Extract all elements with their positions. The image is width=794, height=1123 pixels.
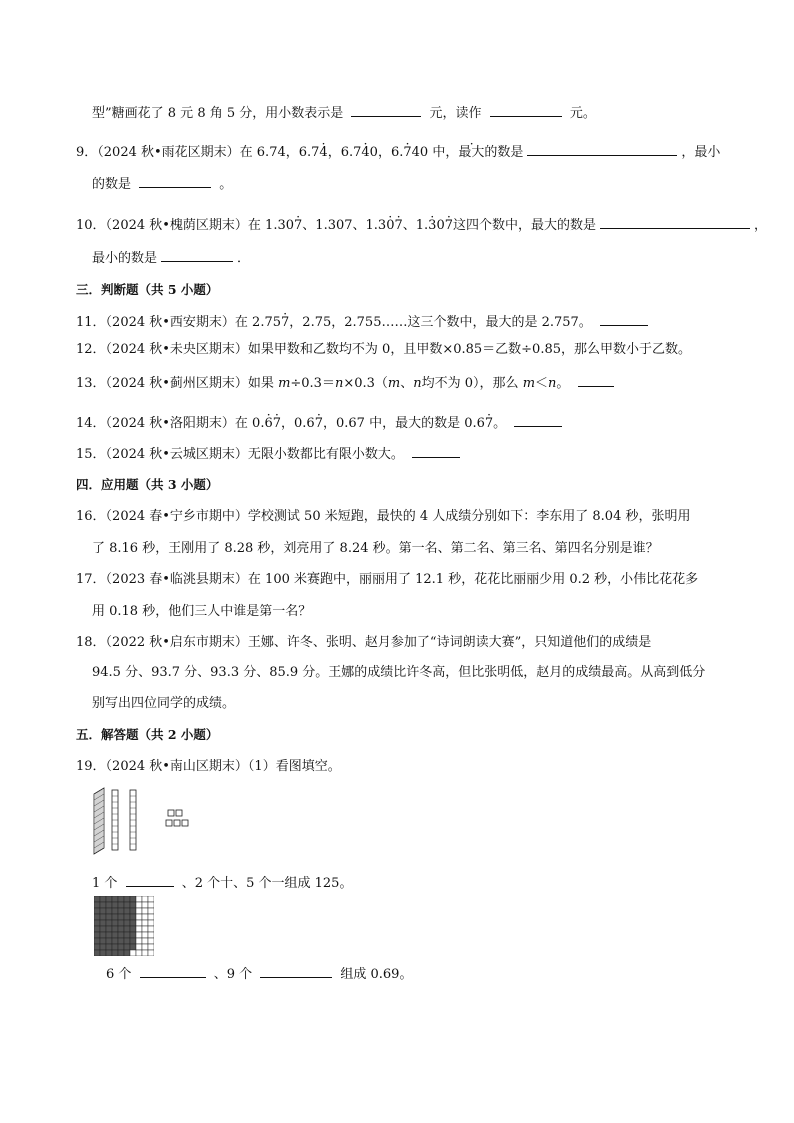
grid-cell-shaded: [118, 926, 124, 932]
grid-cell-shaded: [124, 938, 130, 944]
q10-blank-min[interactable]: [161, 248, 233, 262]
grid-cell: [148, 908, 154, 914]
grid-cell-shaded: [100, 920, 106, 926]
grid-cell: [148, 896, 154, 902]
fill-line-2: [106, 964, 412, 984]
fill-2-blank-2[interactable]: [260, 964, 332, 978]
grid-cell-shaded: [106, 944, 112, 950]
grid-cell-shaded: [118, 908, 124, 914]
grid-cell-shaded: [100, 944, 106, 950]
q9-text: ，6.7: [327, 145, 362, 160]
q9-text: 。: [219, 177, 233, 192]
grid-cell-shaded: [106, 938, 112, 944]
grid-cell-shaded: [94, 938, 100, 944]
q10-text: 10．（2024 秋•槐荫区期末）在 1.30: [76, 218, 295, 233]
q11-repeat-digit: · 7: [281, 315, 289, 330]
grid-cell: [148, 938, 154, 944]
grid-cell-shaded: [124, 920, 130, 926]
base-ten-blocks-figure: [90, 786, 200, 856]
section-4-heading: 四．应用题（共 3 小题）: [76, 477, 219, 492]
question-9-cont: [92, 174, 232, 194]
question-9: [76, 142, 720, 162]
q13-var: n: [413, 376, 422, 391]
q9-text: ，最小: [681, 145, 721, 160]
grid-cell: [148, 950, 154, 956]
grid-cell-shaded: [112, 896, 118, 902]
grid-cell: [142, 950, 148, 956]
q10-repeat-digit: · 0: [386, 218, 394, 233]
question-17-line-1: 17．（2023 春•临洮县期末）在 100 米赛跑中，丽丽用了 12.1 秒，花花比丽丽少用 0.2 秒，小伟比花花多: [76, 572, 699, 587]
question-11: [76, 312, 652, 332]
ten-rod: [112, 790, 118, 850]
grid-cell-shaded: [106, 932, 112, 938]
grid-cell-shaded: [124, 926, 130, 932]
q11-answer-blank[interactable]: [600, 312, 648, 326]
q14-answer-blank[interactable]: [514, 413, 562, 427]
grid-cell: [136, 944, 142, 950]
question-15: [76, 444, 464, 464]
grid-cell: [142, 902, 148, 908]
grid-cell: [142, 932, 148, 938]
grid-cell-shaded: [130, 926, 136, 932]
grid-cell-shaded: [100, 896, 106, 902]
q9-repeat-digit: · 4: [361, 145, 369, 160]
grid-cell-shaded: [106, 902, 112, 908]
question-19: 19．（2024 秋•南山区期末）（1）看图填空。: [76, 759, 341, 774]
fill-2-text: 6 个: [106, 967, 132, 982]
q13-text: ＜: [535, 376, 549, 391]
grid-cell-shaded: [112, 902, 118, 908]
grid-cell-shaded: [112, 914, 118, 920]
grid-cell-shaded: [112, 908, 118, 914]
question-18-line-3: 别写出四位同学的成绩。: [92, 696, 236, 711]
grid-cell: [148, 944, 154, 950]
grid-cell-shaded: [112, 938, 118, 944]
grid-cell-shaded: [94, 914, 100, 920]
grid-cell-shaded: [100, 914, 106, 920]
grid-cell: [142, 926, 148, 932]
grid-cell-shaded: [100, 950, 106, 956]
grid-cell: [136, 908, 142, 914]
grid-cell-shaded: [100, 908, 106, 914]
grid-cell: [142, 944, 148, 950]
grid-cell-shaded: [112, 944, 118, 950]
grid-cell-shaded: [112, 950, 118, 956]
fill-2-blank-1[interactable]: [140, 964, 206, 978]
q15-answer-blank[interactable]: [412, 444, 460, 458]
grid-cell: [136, 938, 142, 944]
q9-repeat-digit: · 7: [403, 145, 411, 160]
q8-blank-2[interactable]: [490, 103, 562, 117]
q13-text: 13．（2024 秋•蓟州区期末）如果: [76, 376, 279, 391]
grid-cell: [142, 908, 148, 914]
grid-cell: [136, 932, 142, 938]
q8-blank-1[interactable]: [351, 103, 421, 117]
question-18-line-1: 18．（2022 秋•启东市期末）王娜、许冬、张明、赵月参加了“诗词朗读大赛”，只知道他们的成绩是: [76, 635, 652, 650]
grid-cell-shaded: [94, 932, 100, 938]
q10-text: 、1.: [402, 218, 429, 233]
q13-var: n: [334, 376, 344, 391]
grid-cell-shaded: [124, 908, 130, 914]
q11-text: 11．（2024 秋•西安期末）在 2.75: [76, 315, 282, 330]
decimal-grid-figure: [94, 896, 154, 956]
grid-cell-shaded: [118, 902, 124, 908]
grid-cell: [136, 896, 142, 902]
grid-cell: [136, 950, 142, 956]
grid-cell-shaded: [124, 914, 130, 920]
grid-cell-shaded: [100, 902, 106, 908]
grid-cell-shaded: [130, 932, 136, 938]
q8-text-2: 元，读作: [429, 106, 482, 121]
grid-cell-shaded: [130, 944, 136, 950]
q9-blank-max[interactable]: [527, 142, 677, 156]
grid-cell-shaded: [106, 920, 112, 926]
grid-cell: [148, 914, 154, 920]
grid-cell-shaded: [130, 914, 136, 920]
q11-text: ，2.75，2.755……这三个数中，最大的是 2.757。: [289, 315, 592, 330]
grid-cell-shaded: [118, 938, 124, 944]
q13-text: 、: [400, 376, 414, 391]
q14-text: ，0.67 中，最大的数是 0.6: [323, 416, 485, 431]
q10-text: 这四个数中，最大的数是: [453, 218, 597, 233]
fill-line-1: [92, 873, 352, 893]
grid-cell-shaded: [94, 908, 100, 914]
q8-continuation: [92, 103, 596, 123]
grid-cell-shaded: [130, 938, 136, 944]
grid-cell: [148, 920, 154, 926]
grid-cell-shaded: [112, 932, 118, 938]
section-3-heading: 三．判断题（共 5 小题）: [76, 282, 219, 297]
q14-text: 14．（2024 秋•洛阳期末）在 0.: [76, 416, 265, 431]
ten-rod: [130, 790, 136, 850]
fill-2-text: 组成 0.69。: [340, 967, 413, 982]
q13-var: m: [522, 376, 536, 391]
q14-text: ，0.6: [281, 416, 315, 431]
grid-cell: [136, 914, 142, 920]
q9-blank-min[interactable]: [139, 174, 211, 188]
grid-cell-shaded: [100, 926, 106, 932]
q10-repeat-digit: · 7: [394, 218, 402, 233]
grid-cell-shaded: [124, 896, 130, 902]
q13-text: ÷0.3＝: [290, 376, 335, 391]
q10-text: 、1.307、1.3: [302, 218, 387, 233]
grid-cell-shaded: [106, 926, 112, 932]
grid-cell: [130, 950, 136, 956]
q13-text: 均不为 0），那么: [421, 376, 523, 391]
grid-cell-shaded: [112, 926, 118, 932]
q10-repeat-digit: · 7: [294, 218, 302, 233]
q14-repeat-digit: · 7: [315, 416, 323, 431]
question-18-line-2: 94.5 分、93.7 分、93.3 分、85.9 分。王娜的成绩比许冬高，但比张明低，赵月的成绩最高。从高到低分: [92, 665, 706, 680]
question-10-cont: [92, 248, 250, 268]
q13-var: n: [548, 376, 557, 391]
grid-cell-shaded: [106, 908, 112, 914]
fill-1-blank[interactable]: [126, 873, 174, 887]
grid-cell-shaded: [118, 914, 124, 920]
q10-repeat-digit: · 3: [428, 218, 436, 233]
question-12: 12．（2024 秋•未央区期末）如果甲数和乙数均不为 0，且甲数×0.85＝乙数÷0.85，那么甲数小于乙数。: [76, 342, 692, 357]
q8-text-3: 元。: [569, 106, 596, 121]
grid-cell-shaded: [106, 950, 112, 956]
grid-cell-shaded: [94, 920, 100, 926]
grid-cell-shaded: [124, 932, 130, 938]
q13-var: m: [278, 376, 291, 391]
q13-var: m: [387, 376, 401, 391]
question-13: [76, 373, 618, 393]
hundred-flat: [94, 788, 104, 854]
q14-repeat-digit: · 7: [485, 416, 493, 431]
grid-cell-shaded: [130, 896, 136, 902]
grid-cell-shaded: [124, 950, 130, 956]
fill-1-text: 1 个: [92, 876, 118, 891]
grid-cell: [142, 920, 148, 926]
grid-cell-shaded: [130, 920, 136, 926]
q9-text: 9．（2024 秋•雨花区期末）在 6.74，6.7: [76, 145, 320, 160]
grid-cell-shaded: [94, 926, 100, 932]
grid-cell: [142, 938, 148, 944]
grid-cell: [136, 920, 142, 926]
grid-cell: [148, 902, 154, 908]
q14-repeat-digit: · 6: [264, 416, 272, 431]
grid-cell-shaded: [94, 950, 100, 956]
q8-text: 型”糖画花了 8 元 8 角 5 分，用小数表示是: [92, 106, 344, 121]
q9-text: 的数是: [92, 177, 132, 192]
grid-cell-shaded: [124, 944, 130, 950]
unit-cubes: [166, 810, 188, 826]
q14-repeat-digit: · 7: [273, 416, 281, 431]
question-14: [76, 413, 566, 433]
question-16-line-2: 了 8.16 秒，王刚用了 8.28 秒，刘亮用了 8.24 秒。第一名、第二名、第三名、第四名分别是谁？: [92, 541, 659, 556]
q10-repeat-digit: · 7: [445, 218, 453, 233]
q10-text: 最小的数是: [92, 251, 158, 266]
fill-1-text: 、2 个十、5 个一组成 125。: [181, 876, 353, 891]
q10-text: ．: [237, 251, 251, 266]
grid-cell: [148, 932, 154, 938]
fill-2-text: 、9 个: [213, 967, 253, 982]
grid-cell-shaded: [112, 920, 118, 926]
q10-text: 0: [436, 218, 445, 233]
q10-blank-max[interactable]: [600, 215, 750, 229]
grid-cell-shaded: [118, 920, 124, 926]
grid-cell-shaded: [94, 902, 100, 908]
question-16-line-1: 16．（2024 春•宁乡市期中）学校测试 50 米短跑，最快的 4 人成绩分别如下：李东用了 8.04 秒，张明用: [76, 509, 691, 524]
grid-cell-shaded: [100, 932, 106, 938]
question-17-line-2: 用 0.18 秒，他们三人中谁是第一名？: [92, 604, 312, 619]
grid-cell: [136, 926, 142, 932]
grid-cell-shaded: [130, 908, 136, 914]
q9-repeat-digit: · 0 中，最大的数是: [420, 145, 523, 160]
grid-cell: [148, 926, 154, 932]
grid-cell-shaded: [124, 902, 130, 908]
section-5-heading: 五．解答题（共 2 小题）: [76, 727, 219, 742]
q9-repeat-digit: · 4: [319, 145, 327, 160]
grid-cell-shaded: [130, 902, 136, 908]
grid-cell-shaded: [118, 950, 124, 956]
q10-text: ，: [754, 218, 768, 233]
grid-cell: [142, 896, 148, 902]
grid-cell-shaded: [94, 944, 100, 950]
question-10: [76, 215, 767, 235]
grid-cell: [136, 902, 142, 908]
grid-cell-shaded: [94, 896, 100, 902]
grid-cell-shaded: [118, 944, 124, 950]
grid-cell-shaded: [118, 896, 124, 902]
grid-cell-shaded: [106, 914, 112, 920]
grid-cell-shaded: [100, 938, 106, 944]
grid-cell-shaded: [106, 896, 112, 902]
q9-text: 0，6.: [369, 145, 404, 160]
q13-text: ×0.3（: [343, 376, 388, 391]
q13-answer-blank[interactable]: [578, 373, 614, 387]
q14-text: 。: [493, 416, 507, 431]
q9-text: 4: [411, 145, 420, 160]
grid-cell: [142, 914, 148, 920]
q15-text: 15．（2024 秋•云城区期末）无限小数都比有限小数大。: [76, 447, 404, 462]
q13-text: 。: [556, 376, 570, 391]
grid-cell-shaded: [118, 932, 124, 938]
